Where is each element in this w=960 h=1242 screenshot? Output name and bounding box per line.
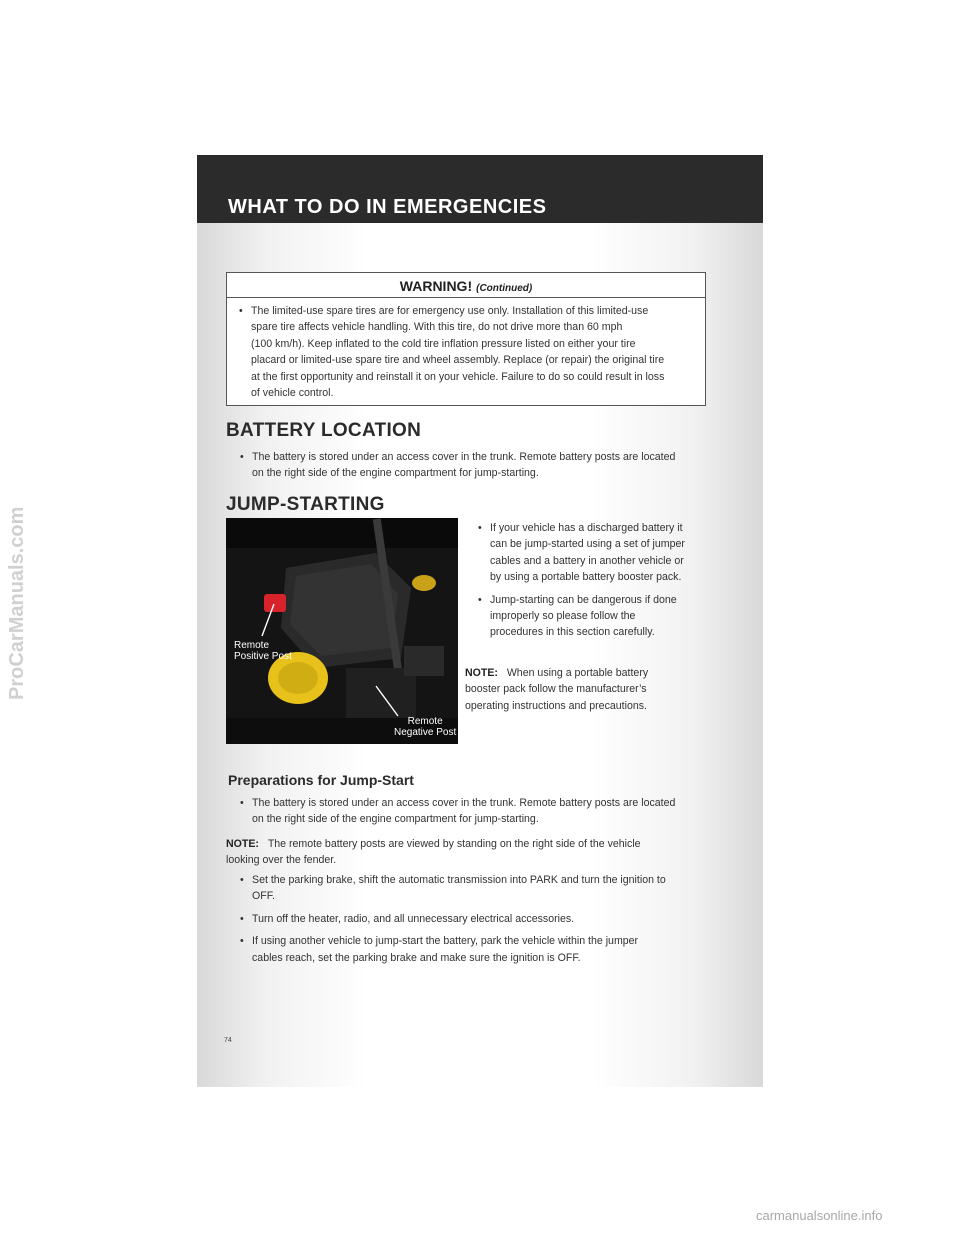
note-text: The remote battery posts are viewed by standing on the right side of the vehicle [267, 838, 641, 850]
preparations-heading: Preparations for Jump-Start [228, 772, 414, 788]
note-text: booster pack follow the manufacturer’s [465, 683, 647, 696]
step-line: If using another vehicle to jump-start the battery, park the vehicle within the jumper [252, 935, 639, 948]
bullet-line: procedures in this section carefully. [490, 626, 655, 639]
section-title: WHAT TO DO IN EMERGENCIES [228, 196, 547, 218]
warning-title: WARNING! [399, 278, 473, 294]
battery-location-bullet [240, 449, 706, 482]
step-item [240, 872, 710, 905]
engine-photo-graphic [226, 518, 458, 744]
note-label: NOTE: [226, 838, 259, 850]
battery-location-heading: BATTERY LOCATION [226, 420, 422, 441]
label-line: Remote [234, 640, 270, 651]
step-line: Set the parking brake, shift the automatic transmission into PARK and turn the ignition to [252, 874, 666, 886]
warning-line: placard or limited-use spare tire and wheel assembly. Replace (or repair) the original tire [251, 354, 665, 367]
warning-line: The limited-use spare tires are for emergency use only. Installation of this limited-use [251, 305, 649, 317]
warning-continued: (Continued) [476, 283, 533, 294]
bullet-dot: • [478, 593, 482, 606]
page-number: 74 [224, 1037, 232, 1044]
jump-starting-note [465, 665, 705, 714]
footer-watermark: carmanualsonline.info [756, 1208, 883, 1223]
warning-header [227, 273, 705, 298]
jump-bullet-1 [478, 520, 708, 586]
note-text: looking over the fender. [226, 854, 337, 867]
side-watermark: ProCarManuals.com [6, 506, 28, 700]
warning-line: (100 km/h). Keep inflated to the cold tire inflation pressure listed on either your tire [251, 337, 636, 350]
note-text: When using a portable battery [506, 667, 649, 679]
bullet-dot: • [240, 797, 244, 809]
warning-bullet [239, 303, 697, 401]
step-line: OFF. [252, 890, 275, 903]
step-item [240, 911, 710, 927]
warning-body [239, 303, 697, 401]
bullet-line: The battery is stored under an access cover in the trunk. Remote battery posts are located [252, 797, 676, 809]
label-line: Positive Post [234, 651, 292, 662]
bullet-dot: • [240, 874, 244, 886]
preparation-steps [240, 872, 710, 966]
bullet-line: Jump-starting can be dangerous if done [490, 593, 677, 606]
bullet-line: can be jump-started using a set of jumper [490, 538, 685, 551]
note-text: operating instructions and precautions. [465, 699, 647, 712]
bullet-line: on the right side of the engine compartment for jump-starting. [252, 813, 539, 826]
step-line: cables reach, set the parking brake and make sure the ignition is OFF. [252, 951, 581, 964]
label-line: Remote [407, 716, 443, 727]
jump-bullet-2 [478, 592, 708, 641]
warning-line: of vehicle control. [251, 387, 334, 400]
battery-location-line: on the right side of the engine compartment for jump-starting. [252, 467, 539, 480]
engine-compartment-photo [226, 518, 458, 744]
warning-line: at the first opportunity and reinstall it on your vehicle. Failure to do so could result in loss [251, 370, 665, 383]
bullet-line: by using a portable battery booster pack. [490, 571, 682, 584]
positive-post-cap [264, 594, 286, 612]
bullet-dot: • [240, 451, 244, 463]
jump-starting-heading: JUMP-STARTING [226, 494, 385, 515]
label-line: Negative Post [394, 727, 457, 738]
bullet-dot: • [240, 935, 244, 948]
preparations-bullet [240, 795, 710, 828]
step-item [240, 933, 710, 966]
warning-line: spare tire affects vehicle handling. With this tire, do not drive more than 60 mph [251, 321, 623, 334]
step-line: Turn off the heater, radio, and all unnecessary electrical accessories. [252, 912, 575, 925]
warning-box [226, 272, 706, 406]
bullet-dot: • [478, 522, 482, 534]
bullet-line: If your vehicle has a discharged battery it [490, 522, 683, 534]
note-label: NOTE: [465, 667, 498, 679]
bullet-dot: • [239, 305, 243, 317]
battery-location-line: The battery is stored under an access cover in the trunk. Remote battery posts are located [252, 451, 676, 463]
jump-starting-bullets [478, 520, 708, 641]
bullet-dot: • [240, 912, 244, 925]
bullet-line: improperly so please follow the [490, 610, 636, 623]
negative-post-label [394, 716, 456, 738]
positive-post-label [234, 640, 292, 662]
preparations-note [226, 836, 710, 869]
bullet-line: cables and a battery in another vehicle or [490, 554, 684, 567]
